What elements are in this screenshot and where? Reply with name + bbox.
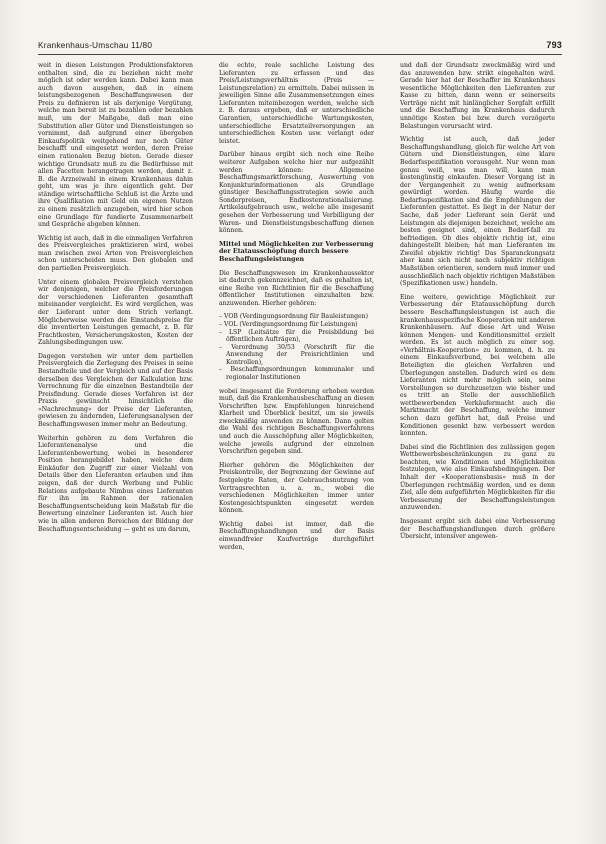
paragraph: Unter einem globalen Preisvergleich verstehen wir denjenigen, welcher die Preisforderungen der verschiedenen Lieferanten gesamthaft miteinander vergleicht. Es wird verglichen, was der Lieferant unter dem Strich verlangt. Möglicherweise werden die Einstandspreise für die inventierten Leistungen gemacht, z. B. für Frachtkosten, Versicherungskosten, Kosten der Zahlungsbedingungen usw. — [38, 278, 193, 347]
list-item: – Beschaffungsordnungen kommunaler und regionaler Institutionen — [219, 366, 374, 382]
column-3 — [400, 62, 555, 547]
paragraph: weit in diesen Leistungen Produktionsfaktoren enthalten sind, die zu beziehen nicht mehr möglich ist oder werden kann. Dabei kann man auch davon ausgehen, daß in einem leistungsbezogenen Beschaffungswesen der Preis zu definieren ist als derjenige Vergütung, welche man bereit ist zu bezahlen oder bezahlen muß, um der Maßgabe, daß man eine Substitution aller Güter und Dienstleistungen so vornimmt, daß aufgrund einer übergeben Einkaufspolitik weitgehend nur noch Güter beschafft und eingesetzt werden, deren Preise einen rationalen Bezug bieten. Gerade dieser wichtige Grundsatz muß zu die Bedürfnisse mit allen Facetten herangetragen werden, damit z. B. die Arzneiwahl in einem Krankenhaus dahin geht, um was je ihre eigentlich geht. Der ständige wirtschaftliche Schluß ist die Ärzte und ihre Qualifikation mit Geld ein eigenen Nutzen zu einem zusätzlich anzugeben, wird hier schon eine Grundlage für fundierte Zusammenarbeit und Gespräche abgeben können. — [38, 62, 193, 229]
paragraph: Wichtig ist auch, daß jeder Beschaffungshandlung, gleich für welche Art von Gütern und Dienstleistungen, eine klare Bedarfsspezifikation vorausgeht. Nur wenn man genau weiß, was man will, kann man kostengünstig einkaufen. Dieser Vorgang ist in der Vergangenheit zu wenig aufmerksam gewürdigt worden. Häufig wurde die Bedarfsspezifikation sind die Empfehlungen der Lieferanten gestattet. Es liegt in der Natur der Sache, daß jeder Lieferant sein Gerät und Leistungen als diejenigen bezeichnet, welche am besten geeignet sind, einen Bedarf-fall zu befriedigen. Ob dies objektiv richtig ist, eine dahingestellt bleiben; hat man Lieferanten im Zweifel objektiv richtig! Das Sparanckungsatz aber kann sich nicht nach subjektiv richtigen Maßstäben orientieren, sondern muß immer und ausschließlich nach objektiv richtigen Maßstäben (Spezifikationen usw.) handeln. — [400, 136, 555, 288]
paragraph: Eine weitere, gewichtige Möglichkeit zur Verbesserung der Etatausschöpfung durch bessere Beschaffungsleistungen ist auch die krankenhausspezifische Kooperation mit anderen Krankenhäusern. Auf diese Art und Weise können Mengen- und Konditionsmittel erzielt werden. Es ist auch möglich zu einer sog. «Verhältnis-Kooperation» zu kommen, d. h. zu einem Einkaufsverbund, bei welchem alle Beteiligten die gleichen Verfahren und Überlegungen anstellen. Dadurch wird es dem Lieferanten nicht mehr möglich sein, seine Vorstellungen so durchzusetzen wie bisher und es tritt an Stelle der ausschließlich wettbewerbenden Verkäufermacht auch die Marktmacht der Beschaffung, welche immer schon dazu geführt hat, daß Preise und Konditionen gesenkt bzw. verbessert werden konnten. — [400, 293, 555, 438]
paragraph: Dabei sind die Richtlinien des zulässigen gegen Wettbewerbsbeschränkungen zu ganz zu beachten, wie Konditionen und Möglichkeiten festzulegen, wie also Einkaufsbedingungen. Der Inhalt der «Kooperationsbasis» muß in der Überlegungen rechtmäßig werden, und es denn Ziel, alle dem aufgeführten Möglichkeiten für die Verbesserung der Beschaffungsleistungen anzuwenden. — [400, 443, 555, 512]
list-item: – VOL (Verdingungsordnung für Leistungen) — [219, 320, 358, 328]
list-item: – LSP (Leitsätze für die Preisbildung bei öffentlichen Aufträgen), — [219, 328, 374, 344]
paragraph: und daß der Grundsatz zweckmäßig wird und das anzuwenden bzw. strikt eingehalten wird. Gerade hier hat der Beschaffer im Krankenhaus wesentliche Möglichkeiten den Lieferanten zur Kasse zu bitten, dann wenn er seinerseits Verträge nicht mit hinlänglicher Sorgfalt erfüllt und die Beschaffung im Krankenhaus dadurch unnötige Kosten bei bzw. durch verzögerte Belastungen verursacht wird. — [400, 62, 555, 130]
page-number: 793 — [546, 40, 562, 50]
column-1 — [38, 62, 193, 539]
paragraph: Hierher gehören die Möglichkeiten der Preiskontrolle, der Begrenzung der Gewinne auf festgelegte Raten, der Gebrauchsnutzung von Vertragsrechten u. a. m., wobei die verschiedenen Möglichkeiten immer unter Kostengesichtspunkten eingesetzt werden können. — [219, 461, 374, 515]
journal-title: Krankenhaus-Umschau 11/80 — [38, 40, 153, 50]
paragraph: Wichtig dabei ist immer, daß die Beschaffungshandlungen und der Basis einwandfreier Kaufverträge durchgeführt werden, — [219, 520, 374, 551]
paragraph: Weiterhin gehören zu dem Verfahren die Lieferantenanalyse und die Lieferantenbewertung, wobei in besonderer Position herangebildet haben, welche dem Einkäufer den Zugriff zur einer Vielzahl von Details über den Lieferanten erlauben und ihm zeigen, daß der durch Werbung und Public Relations aufgebaute Nimbus eines Lieferanten für ihn im Rahmen der rationalen Beschaffungsentscheidung kein Maßstab für die Bewertung einzelner Lieferanten ist. Auch hier wie in allen anderen Bereichen der Bildung der Beschaffungsentscheidung — geht es um darum, — [38, 434, 193, 533]
regulation-list — [219, 313, 374, 381]
paragraph: Darüber hinaus ergibt sich noch eine Reihe weiterer Aufgaben welche hier nur aufgezählt werden können: Allgemeine Beschaffungsmarktforschung, Auswertung von Konjunkturinformationen als Grundlage günstiger Beschaffungsstrategien sowie auch Sonderpreisen, Endkostenrationalisierung. Artikelaufgebrauch usw., welche alle insgesamt gesehen der Verbesserung und Verbilligung der Waren- und Dienstleistungsbeschaffung dienen können. — [219, 151, 374, 235]
paragraph: Wichtig ist auch, daß in die einmaligen Verfahren des Preisvergleiches praktizieren wird, wobei man zwischen zwei Arten von Preisvergleichen schon unterscheiden muss. Den globalen und den partiellen Preisvergleich. — [38, 234, 193, 273]
column-2 — [219, 62, 374, 557]
list-item: – Verordnung 30/53 (Vorschrift für die Anwendung der Preisrichtlinien und Kontrollen), — [219, 343, 374, 366]
paragraph: Dagegen verstehen wir unter dem partiellen Preisvergleich die Zerlegung des Preises in seine Bestandteile und der Vergleich und auf der Basis derselben des Vergleichen der Kalkulation bzw. Verrechnung für die einzelnen Bestandteile der Preisfindung. Gerade dieses Verfahren ist der Praxis gewünscht hinsichtlich die «Nachrechnung» der Preise der Lieferanten, gewiesen zu ändernden, Lieferungsanalysen der Beschaffungswesen immer mehr an Bedeutung. — [38, 352, 193, 429]
list-item: – VOB (Verdingungsordnung für Bauleistungen) — [219, 313, 369, 321]
paragraph: wobei insgesamt die Forderung erhoben werden muß, daß die Krankenhausbeschaffung an diesen Vorschriften bzw. Empfehlungen hinreichend Klarheit und Überblick besitzt, um sie jeweils zweckmäßig anwenden zu können. Dann gelten die Wahl des richtigen Beschaffungsverfahrens und auch die Ausschöpfung aller Möglichkeiten, welche jeweils aufgrund der einzelnen Vorschriften gegeben sind. — [219, 387, 374, 456]
section-heading: Mittel und Möglichkeiten zur Verbesserung der Etatausschöpfung durch bessere Beschaffungsleistungen — [219, 240, 374, 263]
running-header — [38, 40, 562, 54]
paragraph: Die Beschaffungswesen im Krankenhaussektor ist dadurch gekennzeichnet, daß es gehalten ist, eine Reihe von Richtlinien für die Beschaffung öffentlicher Institutionen einzuhalten bzw. anzuwenden. Hierher gehören: — [219, 269, 374, 307]
paragraph: die echte, reale sachliche Leistung des Lieferanten zu erfassen und das Preis/Leistungsverhältnis (Preis — Leistungsrelation) zu ermitteln. Dabei müssen in jeweiligen Sinne alle Zusammensetzungen eines Lieferanten miteinbezogen werden, welche sich z. B. daraus ergeben, daß er unterschiedliche Garantien, unterschiedliche Wartungskosten, unterschiedliche Ersatzteilversorgungen an unterschiedlichen Kosten usw. verlangt oder leistet. — [219, 62, 374, 145]
paragraph: Insgesamt ergibt sich dabei eine Verbesserung der Beschaffungshandlungen durch größere Übersicht, intensiver angewen- — [400, 517, 555, 541]
header-rule — [38, 54, 562, 55]
